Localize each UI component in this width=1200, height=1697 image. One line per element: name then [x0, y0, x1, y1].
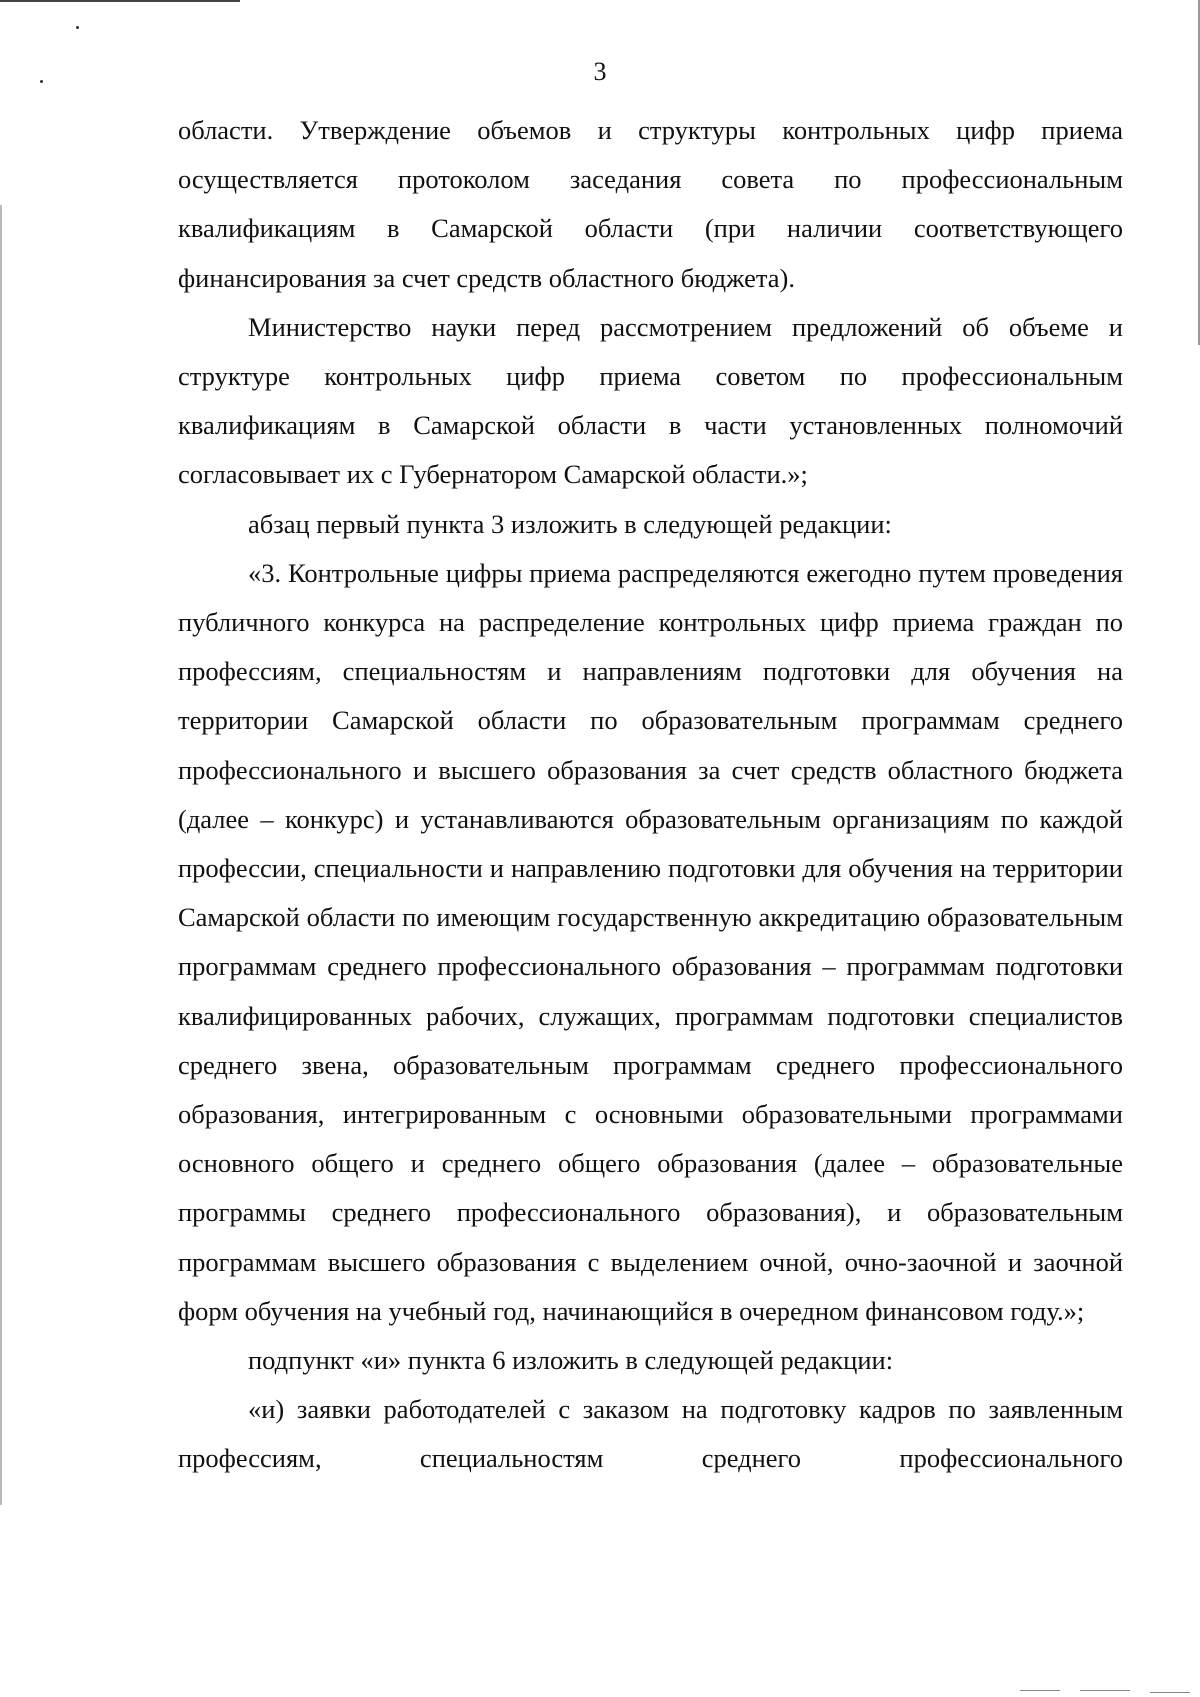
paragraph: Министерство науки перед рассмотрением предложений об объеме и структуре контрольных цифр приема советом по профессиональным квалификациям в Самарской области в части установленных полномочий согласовывает их с Губернатором Самарской области.»;: [178, 311, 1123, 490]
paragraph: «3. Контрольные цифры приема распределяются ежегодно путем проведения публичного конкурса на распределение контрольных цифр приема граждан по профессиям, специальностям и направлениям подготовки для обучения на территории Самарской области по образовательным программам среднего профессионального и высшего образования за счет средств областного бюджета (далее – конкурс) и устанавливаются образовательным организациям по каждой профессии, специальности и направлению подготовки для обучения на территории Самарской области по имеющим государственную аккредитацию образовательным программам среднего профессионального образования – программам подготовки квалифицированных рабочих, служащих, программам подготовки специалистов среднего звена, образовательным программам среднего профессионального образования, интегрированным с основными образовательными программами основного общего и среднего общего образования (далее – образовательные программы среднего профессионального образования), и образовательным программам высшего образования с выделением очной, очно-заочной и заочной форм обучения на учебный год, начинающийся в очередном финансовом году.»;: [178, 557, 1123, 1326]
scan-artifact-dash: [1020, 1690, 1060, 1691]
scan-artifact-dot: [76, 26, 79, 29]
scan-artifact-dash: [1150, 1692, 1190, 1693]
scan-artifact-top-line: [0, 0, 240, 2]
document-body: [178, 106, 1123, 1484]
paragraph: «и) заявки работодателей с заказом на подготовку кадров по заявленным профессиям, специальностям среднего профессионального: [178, 1394, 1123, 1474]
paragraph: абзац первый пункта 3 изложить в следующей редакции:: [248, 508, 892, 539]
paragraph: области. Утверждение объемов и структуры контрольных цифр приема осуществляется протоколом заседания совета по профессиональным квалификациям в Самарской области (при наличии соответствующего финансирования за счет средств областного бюджета).: [178, 115, 1123, 293]
page-number: 3: [593, 57, 607, 86]
scan-artifact-dash: [1080, 1690, 1130, 1691]
scan-artifact-left-line: [0, 205, 2, 1505]
paragraph: подпункт «и» пункта 6 изложить в следующей редакции:: [248, 1345, 894, 1376]
